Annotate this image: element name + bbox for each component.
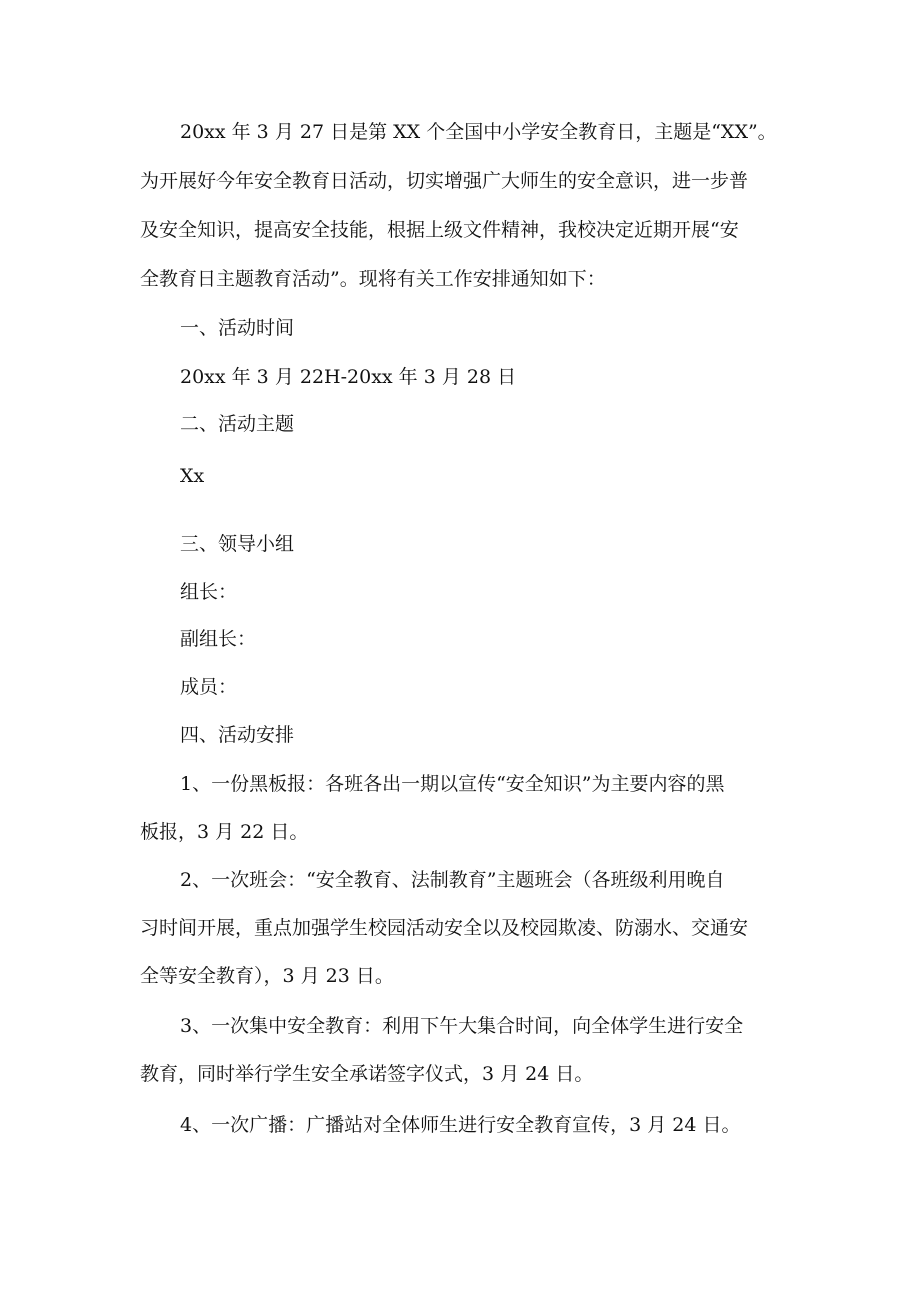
leader-label: 组长： — [180, 581, 238, 603]
deputy-leader-label: 副组长： — [180, 628, 257, 650]
activity-theme-value: Xx — [180, 465, 205, 487]
section-heading-activity-time: 一、活动时间 — [180, 317, 295, 339]
intro-line-4: 全教育日主题教育活动”。现将有关工作安排通知如下： — [140, 268, 606, 290]
arrangement-item-1-line-1: 1、一份黑板报：各班各出一期以宣传“安全知识”为主要内容的黑 — [180, 773, 725, 795]
section-heading-leadership-group: 三、领导小组 — [180, 533, 295, 555]
intro-line-3: 及安全知识，提高安全技能，根据上级文件精神，我校决定近期开展“安 — [140, 219, 739, 241]
arrangement-item-4-line-1: 4、一次广播：广播站对全体师生进行安全教育宣传，3 月 24 日。 — [180, 1114, 741, 1136]
arrangement-item-3-line-1: 3、一次集中安全教育：利用下午大集合时间，向全体学生进行安全 — [180, 1015, 744, 1037]
section-heading-activity-theme: 二、活动主题 — [180, 413, 295, 435]
arrangement-item-3-line-2: 教育，同时举行学生安全承诺签字仪式，3 月 24 日。 — [140, 1063, 594, 1085]
arrangement-item-2-line-2: 习时间开展，重点加强学生校园活动安全以及校园欺凌、防溺水、交通安 — [140, 917, 749, 939]
intro-line-1: 20xx 年 3 月 27 日是第 XX 个全国中小学安全教育日，主题是“XX”。 — [180, 121, 777, 143]
arrangement-item-2-line-3: 全等安全教育），3 月 23 日。 — [140, 965, 394, 987]
intro-line-2: 为开展好今年安全教育日活动，切实增强广大师生的安全意识，进一步普 — [140, 170, 749, 192]
activity-time-value: 20xx 年 3 月 22H-20xx 年 3 月 28 日 — [180, 366, 517, 388]
members-label: 成员： — [180, 676, 238, 698]
arrangement-item-1-line-2: 板报，3 月 22 日。 — [140, 821, 309, 843]
arrangement-item-2-line-1: 2、一次班会：“安全教育、法制教育”主题班会（各班级利用晚自 — [180, 869, 725, 891]
section-heading-activity-arrangement: 四、活动安排 — [180, 724, 295, 746]
